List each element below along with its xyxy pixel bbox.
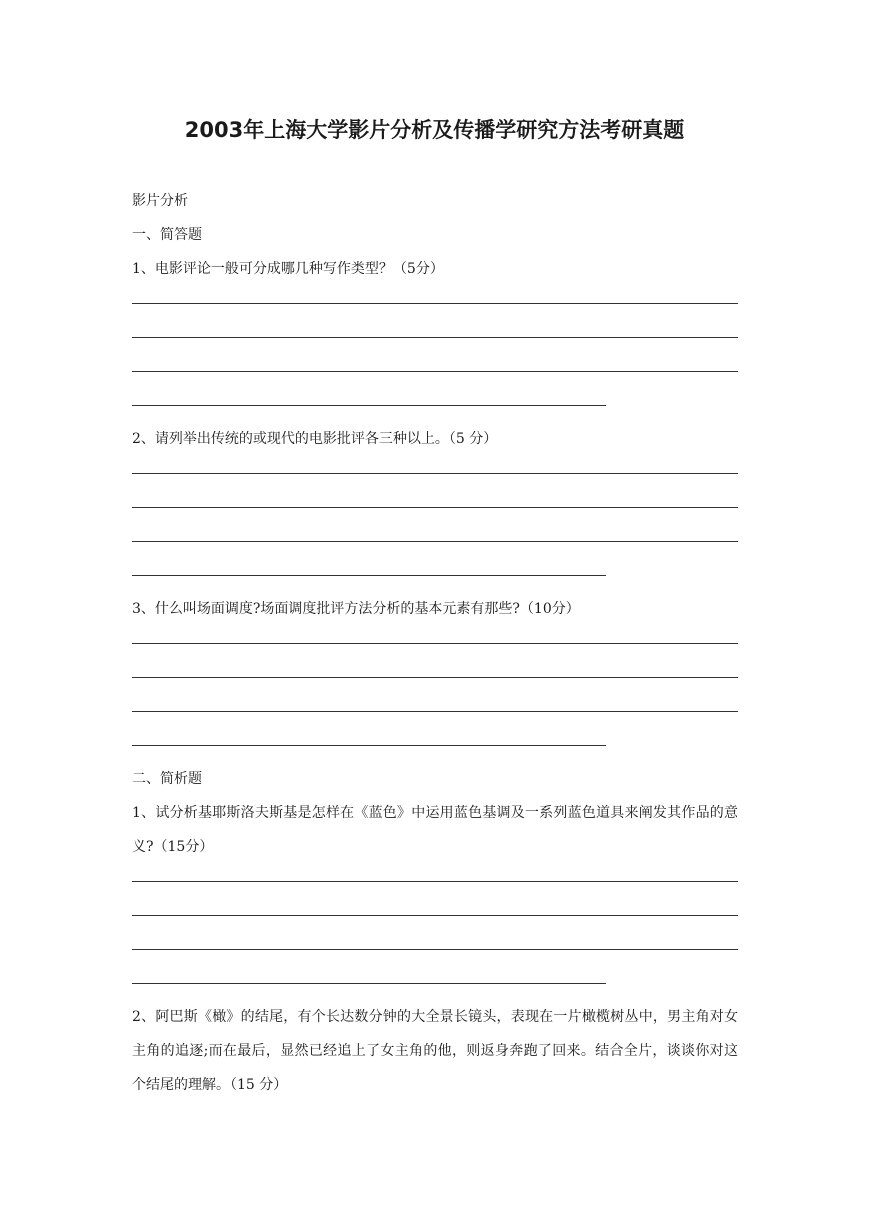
section-heading: 二、简析题 [132, 771, 202, 787]
answer-line [132, 666, 738, 700]
answer-area[interactable] [132, 292, 738, 428]
question-text: 1、电影评论一般可分成哪几种写作类型？（5分） [132, 261, 444, 277]
answer-line [132, 496, 738, 530]
answer-line [132, 938, 738, 972]
question-text: 3、什么叫场面调度?场面调度批评方法分析的基本元素有那些?（10分） [132, 601, 580, 617]
page-title: 2003年上海大学影片分析及传播学研究方法考研真题 [184, 118, 685, 142]
answer-line [132, 292, 738, 326]
answer-line [132, 530, 738, 564]
answer-area[interactable] [132, 632, 738, 768]
subject-heading: 影片分析 [132, 193, 188, 209]
answer-line [132, 700, 738, 734]
answer-line [132, 564, 738, 598]
answer-line [132, 904, 738, 938]
answer-line [132, 632, 738, 666]
question-text: 1、试分析基耶斯洛夫斯基是怎样在《蓝色》中运用蓝色基调及一系列蓝色道具来阐发其作品的意义?（15分） [132, 805, 738, 855]
answer-line [132, 972, 738, 1006]
answer-line [132, 394, 738, 428]
question-text: 2、请列举出传统的或现代的电影批评各三种以上。（5 分） [132, 431, 498, 447]
answer-line [132, 360, 738, 394]
answer-area[interactable] [132, 870, 738, 1006]
answer-line [132, 870, 738, 904]
answer-area[interactable] [132, 462, 738, 598]
answer-line [132, 326, 738, 360]
section-heading: 一、简答题 [132, 227, 202, 243]
question-text: 2、阿巴斯《橄》的结尾，有个长达数分钟的大全景长镜头，表现在一片橄榄树丛中，男主角对女主角的追逐;而在最后，显然已经追上了女主角的他，则返身奔跑了回来。结合全片，谈谈你对这个结尾的理解。（15 分） [132, 1009, 738, 1093]
answer-line [132, 734, 738, 768]
document-body [132, 190, 738, 1108]
answer-line [132, 462, 738, 496]
